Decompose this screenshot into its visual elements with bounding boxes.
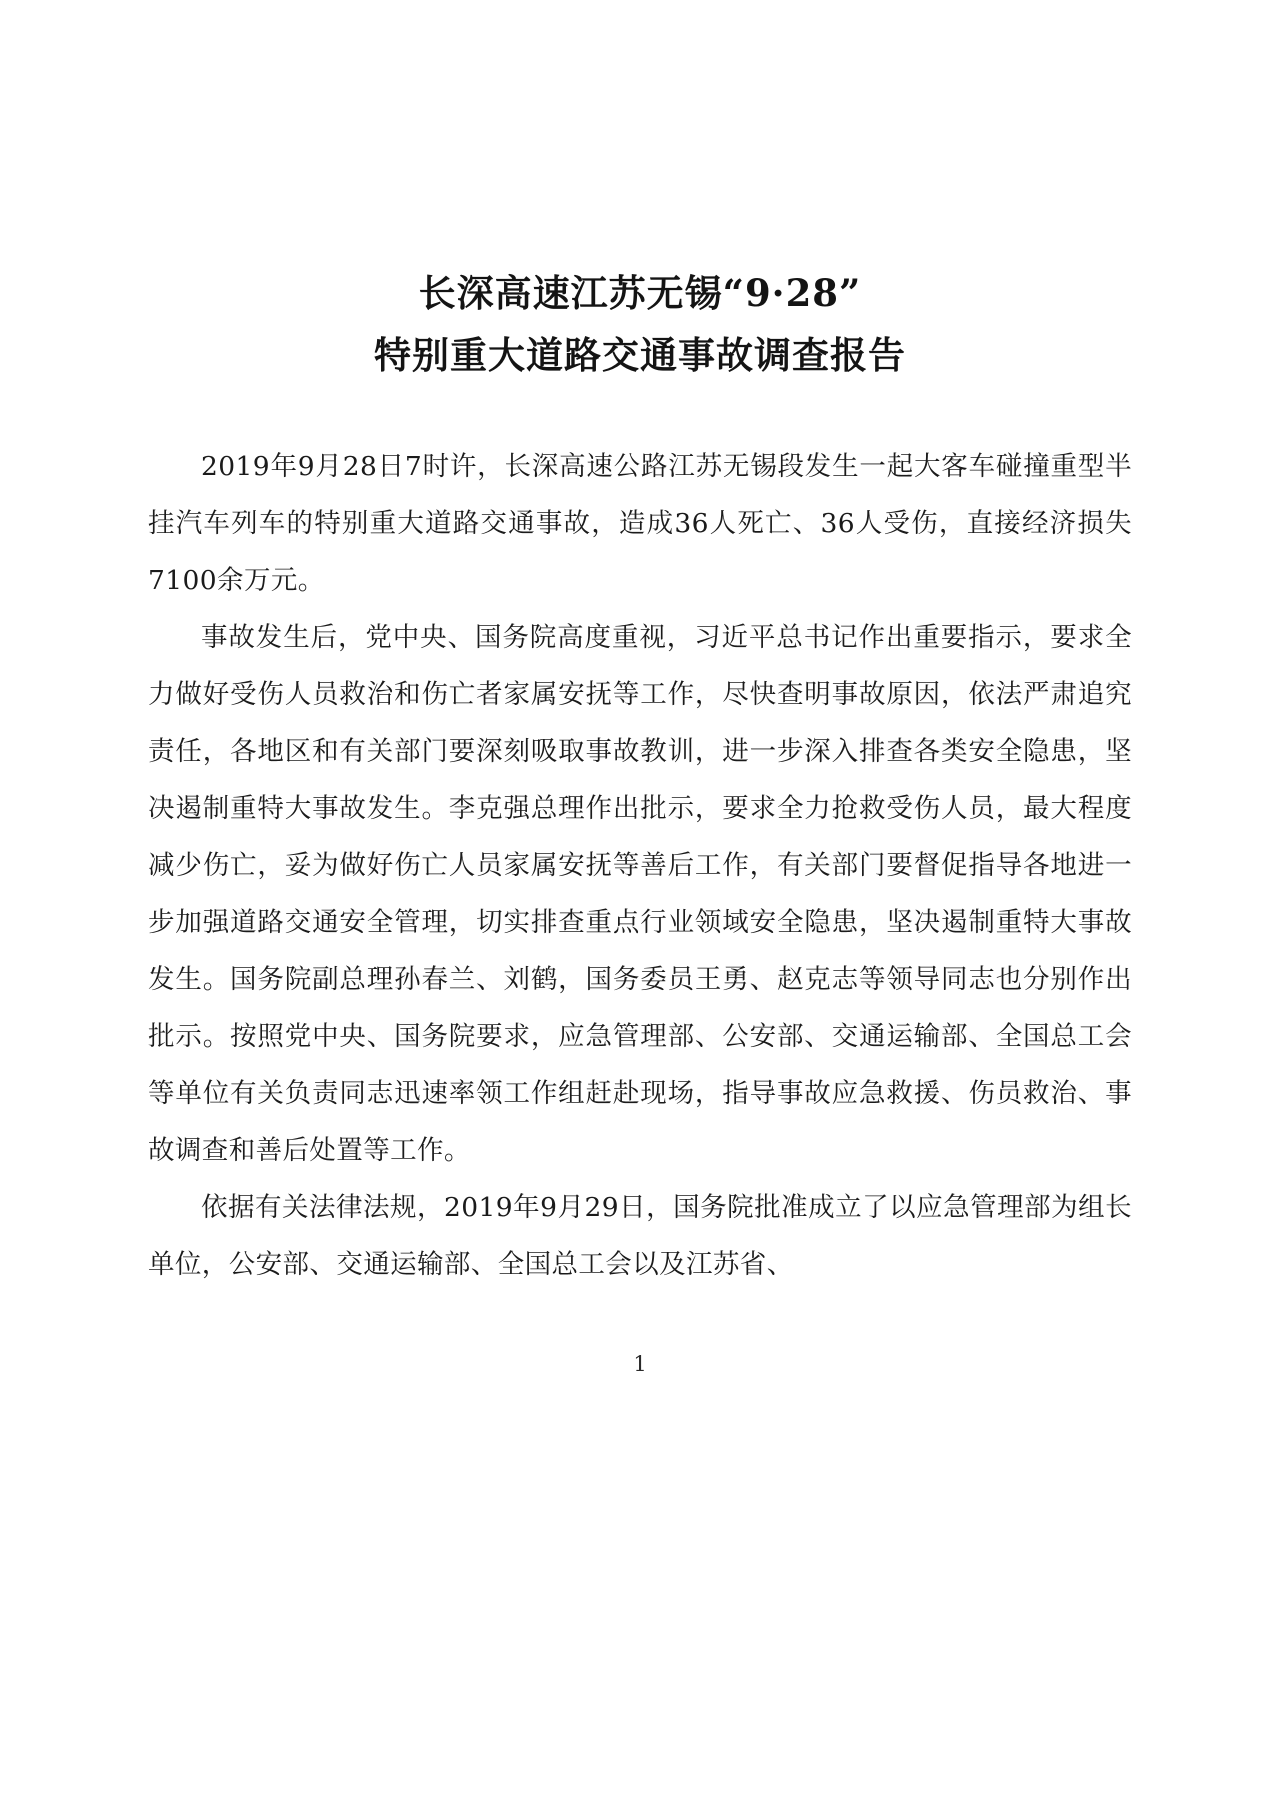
page-title-line-1: 长深高速江苏无锡“9·28” (418, 271, 862, 315)
page-title-line-2: 特别重大道路交通事故调查报告 (374, 333, 906, 377)
document-content (148, 262, 1132, 1293)
paragraph-2: 事故发生后，党中央、国务院高度重视，习近平总书记作出重要指示，要求全力做好受伤人员救治和伤亡者家属安抚等工作，尽快查明事故原因，依法严肃追究责任，各地区和有关部门要深刻吸取事故教训，进一步深入排查各类安全隐患，坚决遏制重特大事故发生。李克强总理作出批示，要求全力抢救受伤人员，最大程度减少伤亡，妥为做好伤亡人员家属安抚等善后工作，有关部门要督促指导各地进一步加强道路交通安全管理，切实排查重点行业领域安全隐患，坚决遏制重特大事故发生。国务院副总理孙春兰、刘鹤，国务委员王勇、赵克志等领导同志也分别作出批示。按照党中央、国务院要求，应急管理部、公安部、交通运输部、全国总工会等单位有关负责同志迅速率领工作组赶赴现场，指导事故应急救援、伤员救治、事故调查和善后处置等工作。 (148, 622, 1132, 1166)
paragraph-3: 依据有关法律法规，2019年9月29日，国务院批准成立了以应急管理部为组长单位，公安部、交通运输部、全国总工会以及江苏省、 (148, 1192, 1132, 1280)
page-number: 1 (633, 1352, 647, 1376)
paragraph-1: 2019年9月28日7时许，长深高速公路江苏无锡段发生一起大客车碰撞重型半挂汽车列车的特别重大道路交通事故，造成36人死亡、36人受伤，直接经济损失7100余万元。 (148, 451, 1132, 596)
page-title (148, 262, 1132, 386)
